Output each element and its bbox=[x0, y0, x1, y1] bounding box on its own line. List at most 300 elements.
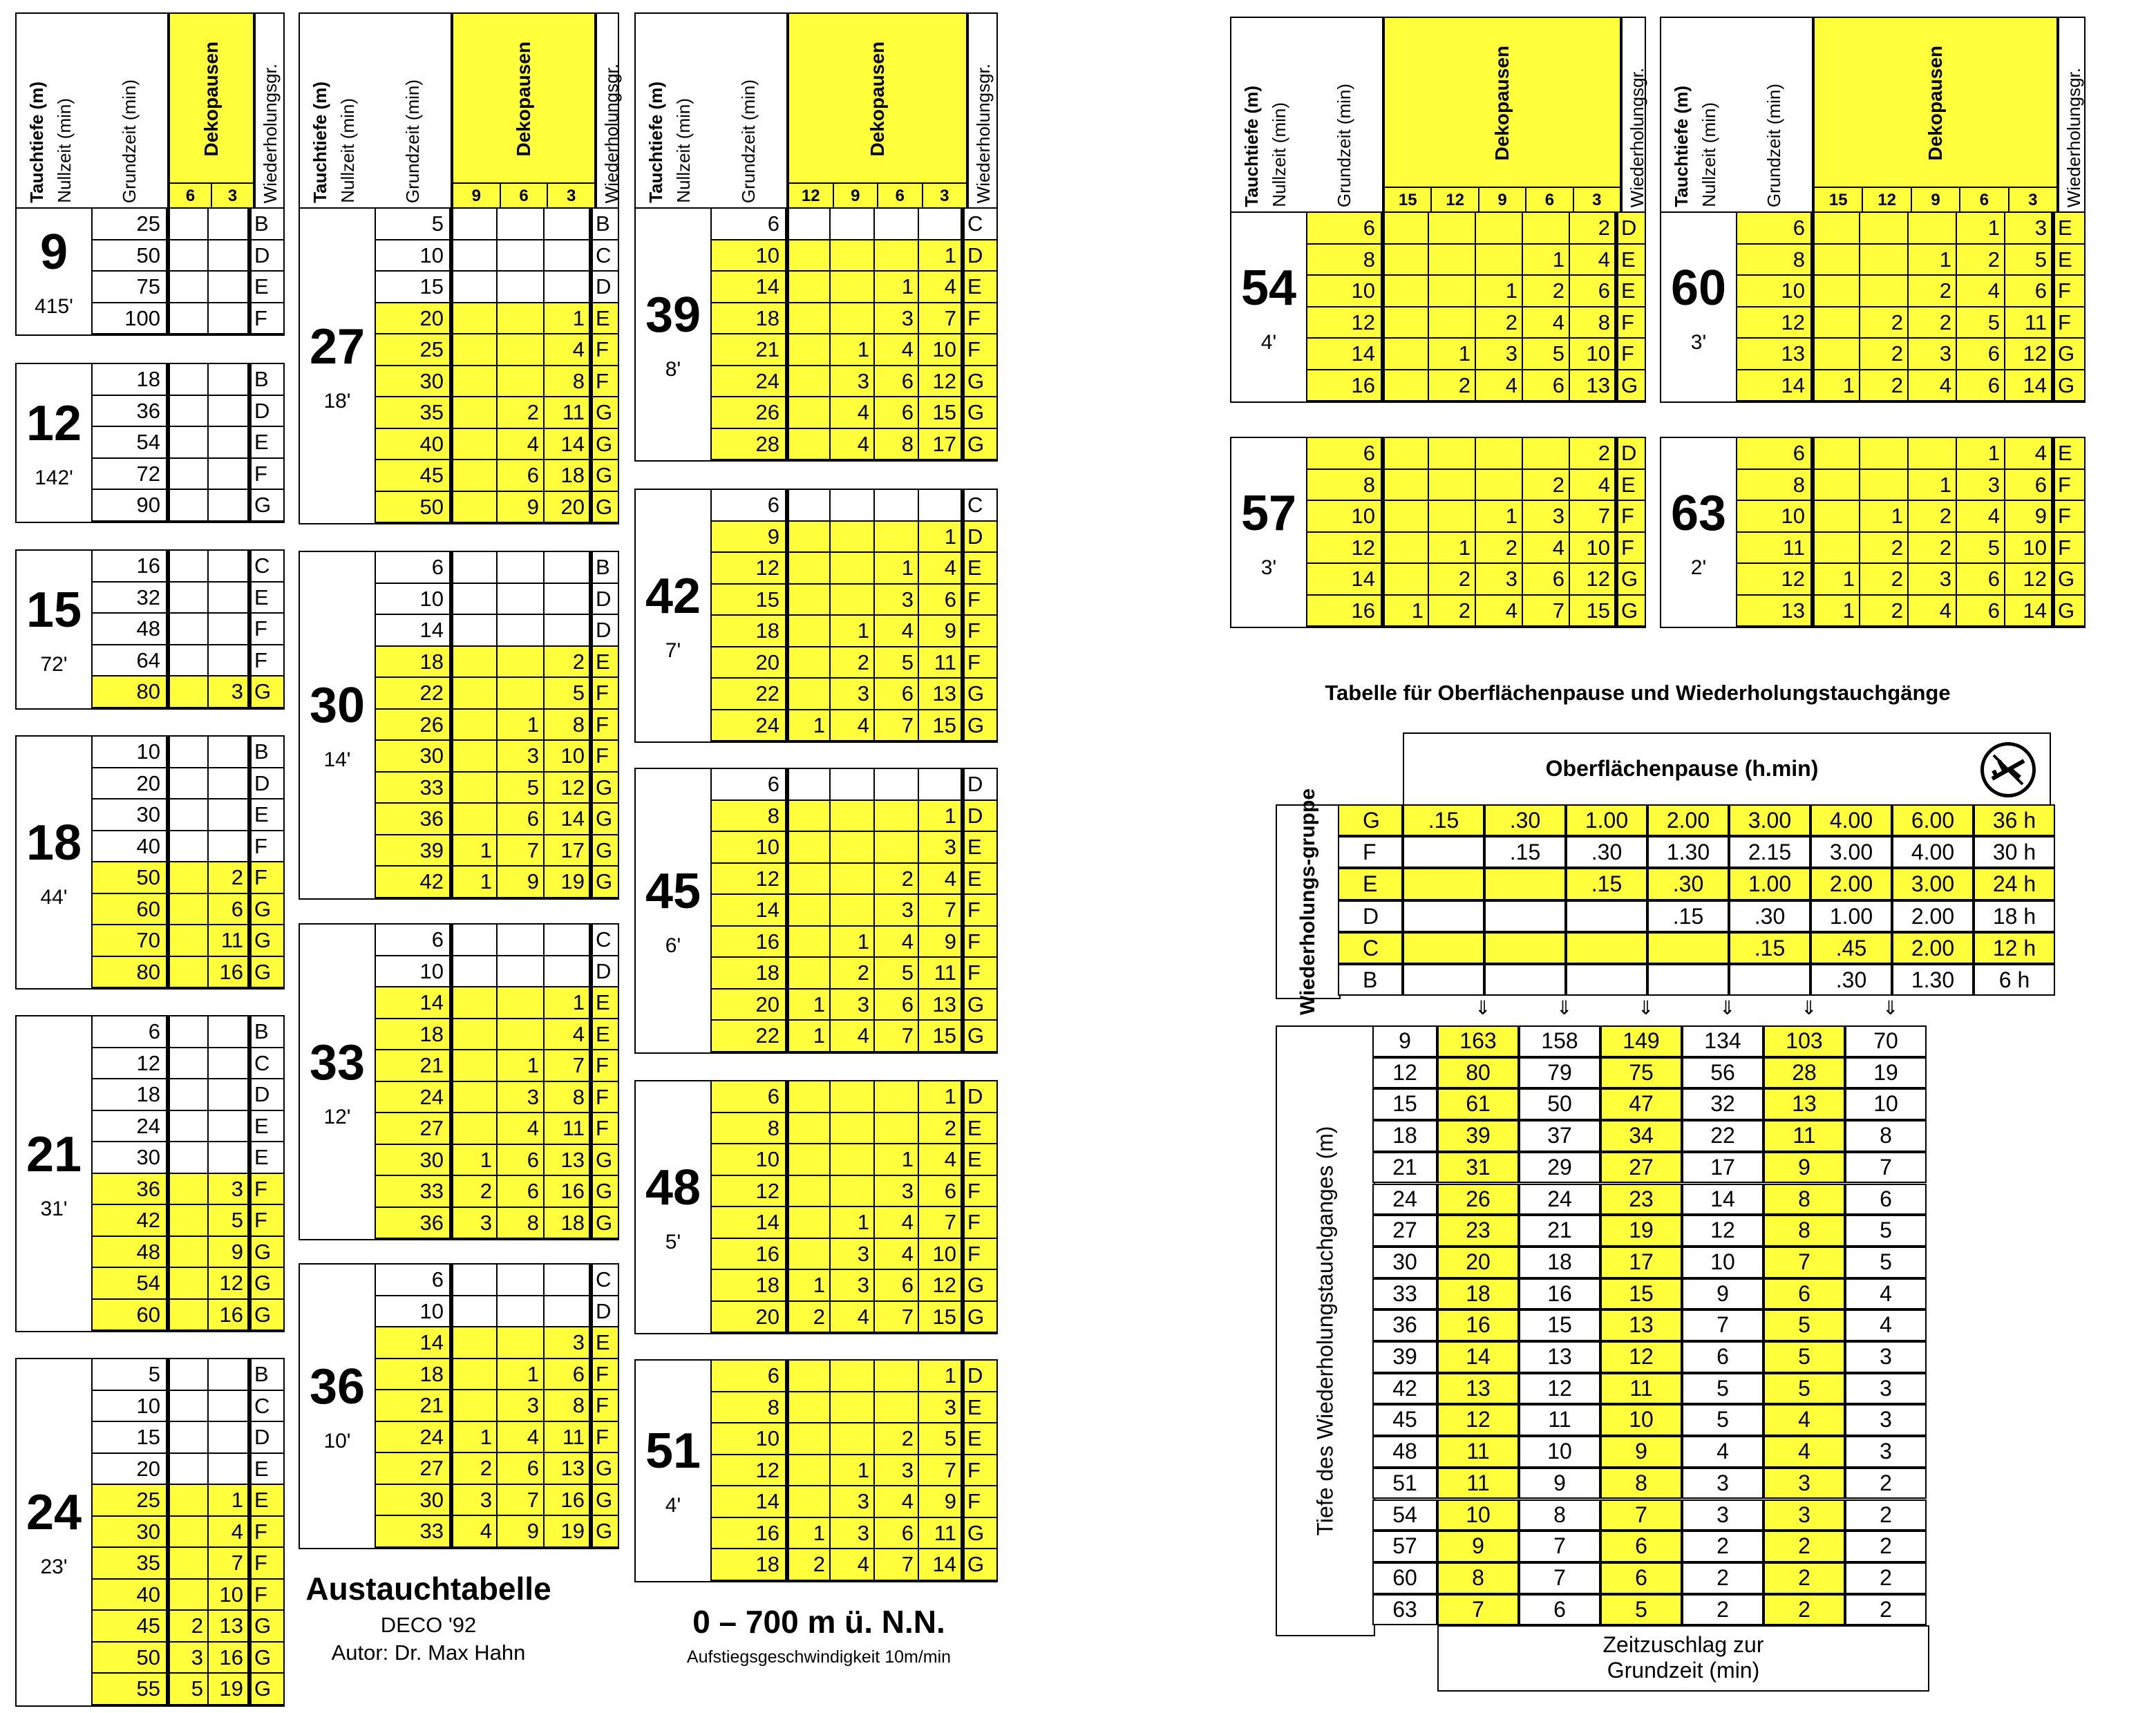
grundzeit-cell: 8 bbox=[1736, 470, 1812, 502]
stop-cell: 6 bbox=[1523, 370, 1570, 402]
depth-cell bbox=[300, 209, 375, 523]
table-header bbox=[1230, 17, 1646, 214]
group-cell: F bbox=[963, 1455, 996, 1487]
stop-cell: 3 bbox=[2005, 213, 2054, 245]
stop-cell: 13 bbox=[545, 1453, 592, 1485]
repeat-depth: 27 bbox=[1372, 1215, 1437, 1247]
stop-cell bbox=[1476, 245, 1523, 276]
group-cell: F bbox=[592, 710, 618, 741]
group-cell: G bbox=[592, 1208, 618, 1240]
time-add-cell: 15 bbox=[1519, 1309, 1600, 1341]
stop-cell: 4 bbox=[831, 397, 875, 429]
stop-cell: 9 bbox=[209, 1237, 250, 1269]
grundzeit-cell: 6 bbox=[375, 552, 451, 584]
grundzeit-cell: 33 bbox=[375, 773, 451, 804]
table-row bbox=[710, 397, 996, 429]
stop-cell: 2 bbox=[1570, 213, 1617, 245]
stop-cell: 7 bbox=[1523, 596, 1570, 627]
stop-cell: 2 bbox=[1860, 339, 1909, 370]
grundzeit-cell: 8 bbox=[710, 1392, 786, 1424]
stop-cell: 8 bbox=[545, 366, 592, 398]
table-row bbox=[710, 1455, 996, 1487]
group-cell: G bbox=[592, 773, 618, 804]
stop-cell bbox=[209, 1422, 250, 1454]
pause-cell bbox=[1403, 932, 1484, 964]
stop-cell: 8 bbox=[545, 710, 592, 741]
pause-cell bbox=[1647, 932, 1729, 964]
time-add-cell: 79 bbox=[1519, 1057, 1600, 1089]
arrow-icon: ⇓ bbox=[1475, 997, 1491, 1019]
group-cell: E bbox=[2054, 438, 2084, 470]
table-row bbox=[91, 272, 283, 303]
repeat-depth: 18 bbox=[1372, 1120, 1437, 1152]
time-add-cell: 5 bbox=[1763, 1341, 1845, 1373]
group-cell: F bbox=[963, 303, 996, 335]
stop-cell bbox=[451, 615, 498, 647]
time-add-cell: 2 bbox=[1682, 1594, 1763, 1626]
group-cell: F bbox=[963, 1486, 996, 1518]
nullzeit-value: 72' bbox=[40, 652, 68, 676]
stop-cell: 15 bbox=[919, 1021, 963, 1052]
table-row bbox=[1306, 339, 1645, 370]
stop-cell bbox=[831, 303, 875, 335]
table-row bbox=[710, 1207, 996, 1239]
pause-cell bbox=[1484, 900, 1566, 932]
pause-cell: 4.00 bbox=[1810, 804, 1892, 836]
stop-cell: 5 bbox=[498, 773, 545, 804]
stop-cell: 4 bbox=[545, 1019, 592, 1051]
table-row bbox=[375, 303, 618, 335]
time-add-cell: 22 bbox=[1682, 1120, 1763, 1152]
grundzeit-cell: 50 bbox=[91, 862, 167, 894]
group-cell: C bbox=[592, 1265, 618, 1296]
repeat-depth: 33 bbox=[1372, 1278, 1437, 1310]
stop-cell: 1 bbox=[1860, 501, 1909, 533]
grundzeit-cell: 35 bbox=[91, 1548, 167, 1580]
stop-depth: 6 bbox=[170, 184, 212, 209]
time-add-cell: 11 bbox=[1437, 1436, 1519, 1468]
grundzeit-cell: 15 bbox=[710, 585, 786, 616]
nullzeit-value: 8' bbox=[665, 358, 681, 381]
stop-depth: 15 bbox=[1815, 188, 1863, 213]
time-add-cell: 32 bbox=[1682, 1088, 1763, 1120]
pause-cell: 24 h bbox=[1974, 868, 2055, 900]
stop-cell: 2 bbox=[1570, 438, 1617, 470]
stop-cell bbox=[545, 240, 592, 272]
table-row bbox=[710, 895, 996, 927]
time-add-cell: 18 bbox=[1519, 1247, 1600, 1278]
stop-cell: 8 bbox=[1570, 307, 1617, 339]
grundzeit-cell: 12 bbox=[1306, 307, 1382, 339]
stop-cell bbox=[451, 804, 498, 835]
grundzeit-header: Grundzeit (min) bbox=[402, 79, 423, 203]
stop-depth: 12 bbox=[789, 184, 834, 209]
stop-cell bbox=[498, 1265, 545, 1296]
stop-cell: 15 bbox=[919, 1302, 963, 1334]
stop-cell: 2 bbox=[1860, 533, 1909, 565]
table-row bbox=[1306, 438, 1645, 470]
time-add-cell: 4 bbox=[1845, 1309, 1927, 1341]
time-add-cell: 8 bbox=[1845, 1120, 1927, 1152]
time-add-cell: 13 bbox=[1437, 1373, 1519, 1405]
time-add-cell: 5 bbox=[1845, 1247, 1927, 1278]
dive-block-60 bbox=[1660, 211, 2086, 403]
stop-cell: 6 bbox=[919, 1176, 963, 1208]
group-cell: C bbox=[250, 551, 283, 583]
repeat-depth: 30 bbox=[1372, 1247, 1437, 1278]
stop-depths bbox=[1385, 187, 1620, 213]
grundzeit-cell: 18 bbox=[91, 1079, 167, 1111]
stop-cell bbox=[209, 1079, 250, 1111]
group-cell: F bbox=[963, 927, 996, 958]
group-cell: F bbox=[592, 1359, 618, 1391]
stop-cell bbox=[451, 987, 498, 1019]
grundzeit-cell: 24 bbox=[375, 1422, 451, 1454]
time-add-cell: 2 bbox=[1845, 1468, 1927, 1499]
table-row bbox=[91, 1580, 283, 1611]
pause-cell: 1.30 bbox=[1892, 964, 1974, 996]
grundzeit-cell: 5 bbox=[91, 1359, 167, 1391]
group-cell: E bbox=[250, 1454, 283, 1486]
stop-depth: 3 bbox=[227, 187, 238, 205]
grundzeit-cell: 30 bbox=[91, 1517, 167, 1549]
grundzeit-cell: 14 bbox=[710, 272, 786, 303]
time-add-cell: 158 bbox=[1519, 1025, 1600, 1057]
table-row bbox=[710, 1302, 996, 1334]
group-cell: F bbox=[250, 1517, 283, 1549]
stop-cell: 4 bbox=[2005, 438, 2054, 470]
time-add-cell: 70 bbox=[1845, 1025, 1927, 1057]
table-row bbox=[710, 490, 996, 522]
time-add-cell: 2 bbox=[1763, 1531, 1845, 1562]
stop-cell: 1 bbox=[919, 522, 963, 553]
nullzeit-value: 12' bbox=[323, 1105, 351, 1128]
stop-cell: 9 bbox=[498, 1516, 545, 1548]
time-add-cell: 9 bbox=[1437, 1531, 1519, 1562]
group-cell: E bbox=[250, 1142, 283, 1174]
stop-cell: 16 bbox=[209, 1300, 250, 1332]
stop-cell: 1 bbox=[786, 710, 831, 742]
stop-cell bbox=[451, 1390, 498, 1422]
stop-cell bbox=[545, 209, 592, 240]
stop-cell bbox=[167, 1048, 209, 1080]
time-add-cell: 3 bbox=[1845, 1341, 1927, 1373]
group-cell: F bbox=[250, 1548, 283, 1580]
stop-cell bbox=[875, 522, 919, 553]
arrow-icon: ⇓ bbox=[1556, 997, 1573, 1019]
stop-depth: 3 bbox=[940, 187, 949, 205]
group-cell: E bbox=[963, 1144, 996, 1176]
table-row bbox=[91, 364, 283, 396]
table-row bbox=[710, 1113, 996, 1145]
stop-cell: 4 bbox=[1570, 470, 1617, 502]
stop-cell: 1 bbox=[919, 240, 963, 272]
dive-block-48 bbox=[634, 1080, 998, 1334]
stop-cell bbox=[209, 1359, 250, 1391]
table-header bbox=[634, 12, 998, 210]
table-row bbox=[375, 867, 618, 898]
stop-cell bbox=[1523, 213, 1570, 245]
group-cell: F bbox=[2054, 470, 2084, 502]
stop-cell bbox=[167, 240, 209, 272]
time-add-cell: 103 bbox=[1763, 1025, 1845, 1057]
stop-cell: 3 bbox=[831, 679, 875, 710]
pause-cell: 12 h bbox=[1974, 932, 2055, 964]
group-cell: E bbox=[963, 832, 996, 864]
stop-cell bbox=[498, 552, 545, 584]
table-row bbox=[91, 831, 283, 863]
stop-cell: 6 bbox=[1570, 276, 1617, 307]
repeat-depth: 63 bbox=[1372, 1594, 1437, 1626]
stop-cell: 5 bbox=[167, 1674, 209, 1705]
group-cell: G bbox=[250, 490, 283, 522]
stop-cell: 7 bbox=[919, 1207, 963, 1239]
stop-cell: 1 bbox=[831, 1455, 875, 1487]
stop-cell bbox=[498, 956, 545, 988]
table-row bbox=[91, 1485, 283, 1517]
stop-cell: 2 bbox=[1429, 564, 1476, 596]
stop-cell: 2 bbox=[545, 647, 592, 679]
time-add-cell: 23 bbox=[1600, 1184, 1682, 1215]
stop-cell bbox=[498, 584, 545, 616]
group-cell: F bbox=[1617, 533, 1645, 565]
pause-cell: 2.00 bbox=[1892, 932, 1974, 964]
group-cell: E bbox=[592, 987, 618, 1019]
stop-cell: 6 bbox=[875, 990, 919, 1021]
stop-cell: 2 bbox=[1909, 276, 1957, 307]
stop-cell: 1 bbox=[451, 835, 498, 867]
time-add-cell: 14 bbox=[1437, 1341, 1519, 1373]
stop-cell bbox=[167, 364, 209, 396]
time-add-cell: 2 bbox=[1845, 1531, 1927, 1562]
depth-cell bbox=[17, 737, 91, 988]
group-cell: E bbox=[250, 1111, 283, 1143]
depth-header: Tauchtiefe (m) bbox=[26, 82, 47, 203]
table-row bbox=[1736, 438, 2084, 470]
group-cell: G bbox=[963, 710, 996, 742]
table-row bbox=[1306, 470, 1645, 502]
nullzeit-value: 415' bbox=[35, 295, 73, 318]
stop-cell bbox=[1429, 276, 1476, 307]
depth-cell bbox=[1231, 438, 1306, 627]
table-row bbox=[91, 490, 283, 522]
stop-cell: 9 bbox=[919, 927, 963, 958]
grundzeit-cell: 10 bbox=[710, 240, 786, 272]
stop-cell bbox=[1429, 501, 1476, 533]
table-row bbox=[710, 616, 996, 647]
table-row bbox=[1736, 470, 2084, 502]
repeat-depth: 39 bbox=[1372, 1341, 1437, 1373]
table-row bbox=[710, 209, 996, 240]
stop-cell: 1 bbox=[831, 616, 875, 647]
group-cell: C bbox=[963, 209, 996, 240]
grundzeit-cell: 6 bbox=[1736, 213, 1812, 245]
group-cell: F bbox=[963, 585, 996, 616]
stop-cell: 3 bbox=[1909, 339, 1957, 370]
table-row bbox=[91, 1674, 283, 1705]
stop-cell bbox=[919, 490, 963, 522]
group-cell: G bbox=[592, 1453, 618, 1485]
stop-cell bbox=[875, 209, 919, 240]
stop-cell bbox=[545, 925, 592, 956]
depth-value: 30 bbox=[309, 678, 366, 734]
pause-cell: 2.00 bbox=[1647, 804, 1729, 836]
pause-cell: 36 h bbox=[1974, 804, 2055, 836]
nullzeit-value: 4' bbox=[1260, 330, 1277, 354]
table-row bbox=[375, 1265, 618, 1296]
stop-cell bbox=[209, 1391, 250, 1423]
stop-cell: 1 bbox=[1429, 533, 1476, 565]
stop-cell bbox=[167, 209, 209, 240]
time-add-cell: 6 bbox=[1763, 1278, 1845, 1310]
stop-cell bbox=[167, 925, 209, 957]
grundzeit-cell: 10 bbox=[1306, 501, 1382, 533]
table-row bbox=[91, 303, 283, 335]
stop-cell: 3 bbox=[875, 585, 919, 616]
grundzeit-cell: 30 bbox=[375, 366, 451, 398]
group-cell: E bbox=[250, 799, 283, 831]
group-cell: G bbox=[592, 835, 618, 867]
stop-cell bbox=[545, 615, 592, 647]
depth-cell bbox=[1231, 213, 1306, 401]
table-row bbox=[375, 1453, 618, 1485]
stop-cell bbox=[1429, 213, 1476, 245]
stop-cell: 6 bbox=[1523, 564, 1570, 596]
table-row bbox=[91, 1643, 283, 1674]
table-row bbox=[375, 1390, 618, 1422]
table-row bbox=[91, 1205, 283, 1237]
table-row bbox=[710, 1270, 996, 1302]
time-add-cell: 7 bbox=[1437, 1594, 1519, 1626]
deko-header bbox=[786, 14, 969, 209]
stop-cell bbox=[167, 459, 209, 491]
stop-cell bbox=[451, 1265, 498, 1296]
time-add-cell: 23 bbox=[1437, 1215, 1519, 1247]
dive-block-27 bbox=[299, 207, 619, 524]
group-cell: G bbox=[250, 1611, 283, 1643]
depth-value: 27 bbox=[309, 319, 366, 375]
table-row bbox=[1306, 564, 1645, 596]
stop-cell bbox=[786, 1144, 831, 1176]
group-cell: G bbox=[250, 1643, 283, 1674]
stop-cell: 2 bbox=[1523, 276, 1570, 307]
pause-cell: .30 bbox=[1484, 804, 1566, 836]
stop-cell bbox=[786, 1486, 831, 1518]
stop-cell bbox=[209, 1454, 250, 1486]
group-cell: F bbox=[250, 645, 283, 677]
stop-cell: 4 bbox=[451, 1516, 498, 1548]
group-cell: E bbox=[250, 427, 283, 459]
table-row bbox=[1736, 307, 2084, 339]
stop-cell bbox=[786, 927, 831, 958]
stop-cell: 4 bbox=[1957, 276, 2005, 307]
grundzeit-cell: 12 bbox=[710, 553, 786, 585]
group-cell: G bbox=[250, 1237, 283, 1269]
stop-cell: 16 bbox=[209, 957, 250, 989]
stop-cell: 2 bbox=[786, 1549, 831, 1581]
stop-cell bbox=[545, 272, 592, 303]
table-row bbox=[710, 710, 996, 742]
table-row bbox=[91, 1611, 283, 1643]
time-add-cell: 8 bbox=[1600, 1468, 1682, 1499]
stop-cell: 1 bbox=[919, 1081, 963, 1113]
stop-cell bbox=[1429, 438, 1476, 470]
depth-label: Tiefe des Wiederholungstauchganges (m) bbox=[1312, 1126, 1338, 1536]
stop-cell bbox=[1860, 438, 1909, 470]
time-add-cell: 163 bbox=[1437, 1025, 1519, 1057]
repeat-depth: 51 bbox=[1372, 1468, 1437, 1499]
stop-cell bbox=[1812, 438, 1860, 470]
stop-depth: 3 bbox=[567, 187, 576, 205]
stop-cell: 10 bbox=[545, 741, 592, 773]
repeat-depth: 60 bbox=[1372, 1562, 1437, 1594]
group-cell: F bbox=[2054, 501, 2084, 533]
group-cell: G bbox=[2054, 370, 2084, 402]
pause-cell: 1.00 bbox=[1566, 804, 1647, 836]
stop-depths bbox=[789, 182, 966, 209]
group-cell: G bbox=[2054, 564, 2084, 596]
grundzeit-cell: 16 bbox=[710, 1239, 786, 1271]
grundzeit-cell: 12 bbox=[1736, 307, 1812, 339]
stop-cell bbox=[545, 584, 592, 616]
stop-cell: 4 bbox=[875, 927, 919, 958]
depth-cell bbox=[17, 551, 91, 708]
stop-cell bbox=[167, 1016, 209, 1048]
stop-cell: 4 bbox=[919, 553, 963, 585]
stop-cell: 4 bbox=[498, 429, 545, 461]
grundzeit-cell: 18 bbox=[710, 303, 786, 335]
stop-cell: 6 bbox=[1957, 596, 2005, 627]
grundzeit-cell: 45 bbox=[375, 460, 451, 492]
time-add-cell: 17 bbox=[1682, 1152, 1763, 1184]
grundzeit-cell: 16 bbox=[710, 927, 786, 958]
group-cell: D bbox=[592, 584, 618, 616]
stop-cell bbox=[167, 303, 209, 335]
stop-cell bbox=[451, 334, 498, 366]
table-row bbox=[375, 240, 618, 272]
group-cell: C bbox=[963, 490, 996, 522]
stop-cell: 6 bbox=[1957, 339, 2005, 370]
grundzeit-cell: 12 bbox=[710, 864, 786, 896]
stop-cell bbox=[451, 584, 498, 616]
nullzeit-value: 23' bbox=[40, 1555, 68, 1579]
stop-cell bbox=[167, 676, 209, 708]
arrow-icon: ⇓ bbox=[1882, 997, 1899, 1019]
stop-cell: 2 bbox=[1860, 564, 1909, 596]
table-row bbox=[91, 459, 283, 491]
stop-cell bbox=[167, 614, 209, 645]
ascent-rate: Aufstiegsgeschwindigkeit 10m/min bbox=[686, 1647, 952, 1667]
table-row bbox=[375, 678, 618, 710]
time-add-cell: 5 bbox=[1845, 1215, 1927, 1247]
table-row bbox=[91, 768, 283, 800]
time-add-cell: 11 bbox=[1519, 1404, 1600, 1436]
stop-cell bbox=[786, 366, 831, 398]
time-add-cell: 61 bbox=[1437, 1088, 1519, 1120]
stop-cell bbox=[209, 583, 250, 614]
table-row bbox=[1736, 564, 2084, 596]
stop-cell bbox=[167, 862, 209, 894]
stop-cell bbox=[786, 585, 831, 616]
stop-cell: 6 bbox=[545, 1359, 592, 1391]
group-cell: G bbox=[250, 1300, 283, 1332]
stop-cell: 7 bbox=[919, 1455, 963, 1487]
time-add-cell: 19 bbox=[1845, 1057, 1927, 1089]
stop-cell bbox=[875, 1081, 919, 1113]
table-row bbox=[710, 1021, 996, 1052]
grundzeit-cell: 8 bbox=[710, 1113, 786, 1145]
stop-cell: 7 bbox=[875, 1549, 919, 1581]
